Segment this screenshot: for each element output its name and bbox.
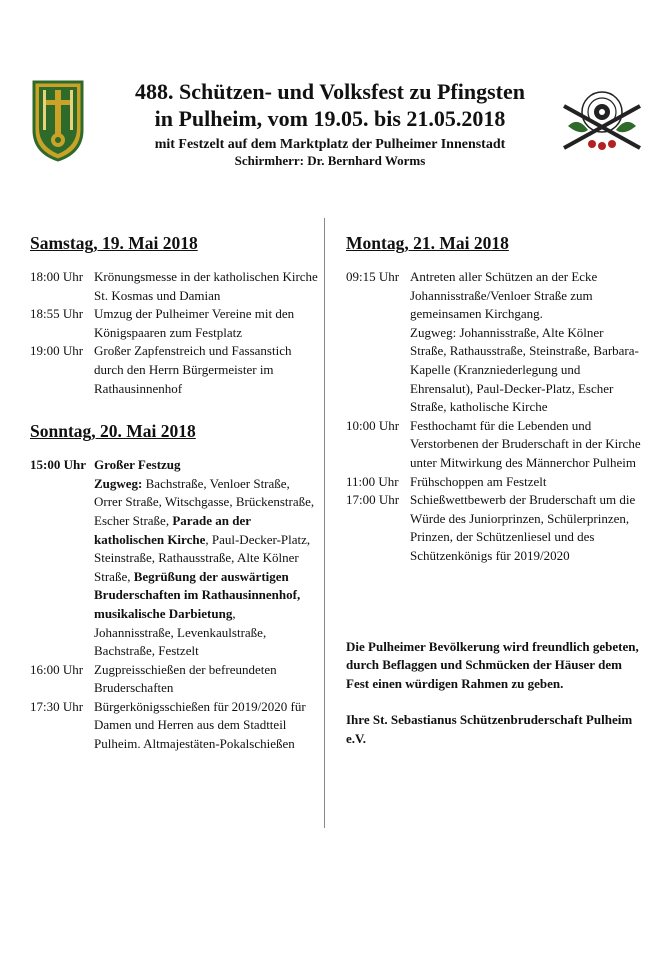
- parade-description: [94, 456, 318, 661]
- event-text: Großer Zapfenstreich und Fassanstich durch den Herrn Bürgermeister im Rathausinnenhof: [94, 343, 292, 396]
- subtitle: mit Festzelt auf dem Marktplatz der Pulheimer Innenstadt: [154, 137, 506, 152]
- left-column: [30, 232, 318, 754]
- assembly-route: Zugweg: Johannisstraße, Alte Kölner Straße, Rathausstraße, Steinstraße, Barbara-Kapelle (Kranzniederlegung und Ehrensalut), Paul-Decker-Platz, Escher Straße, katholische Kirche: [410, 324, 639, 415]
- event-row: [30, 305, 318, 342]
- assembly-description: [410, 268, 642, 417]
- event-row: [30, 268, 318, 305]
- event-text: Krönungsmesse in der katholischen Kirche St. Kosmas und Damian: [94, 269, 318, 303]
- title-line-2: in Pulheim, vom 19.05. bis 21.05.2018: [154, 106, 506, 131]
- monday-heading: Montag, 21. Mai 2018: [346, 233, 509, 253]
- saturday-heading: Samstag, 19. Mai 2018: [30, 233, 198, 253]
- event-time: 18:00 Uhr: [30, 269, 84, 284]
- event-row: [30, 342, 318, 398]
- crossed-rifles-target-icon: [558, 86, 646, 158]
- event-row: [346, 491, 642, 565]
- title-line-1: 488. Schützen- und Volksfest zu Pfingsten: [135, 79, 525, 104]
- event-time: 09:15 Uhr: [346, 269, 400, 284]
- right-column: [346, 232, 642, 748]
- event-time: 11:00 Uhr: [346, 473, 399, 489]
- event-row: [346, 417, 642, 473]
- event-row: [30, 661, 318, 698]
- route-part-3: , Johannisstraße, Levenkaulstraße, Bachstraße, Festzelt: [94, 605, 267, 659]
- event-time: 18:55 Uhr: [30, 306, 84, 322]
- parade-row: [30, 456, 318, 661]
- assembly-text: Antreten aller Schützen an der Ecke Johannisstraße/Venloer Straße zum gemeinsamen Kirchgang.: [410, 269, 598, 322]
- event-row: [346, 268, 642, 417]
- event-time: 16:00 Uhr: [30, 661, 84, 677]
- event-text: Frühschoppen am Festzelt: [410, 473, 547, 489]
- route-part-2: , Paul-Decker-Platz, Steinstraße, Rathausstraße, Alte Kölner Straße,: [94, 531, 311, 584]
- event-text: Umzug der Pulheimer Vereine mit den Königspaaren zum Festplatz: [94, 306, 295, 340]
- event-text: Festhochamt für die Lebenden und Verstorbenen der Bruderschaft in der Kirche unter Mitwirkung des Männerchor Pulheim: [410, 417, 641, 470]
- route-part-1: Bachstraße, Venloer Straße, Orrer Straße, Witschgasse, Brückenstraße, Escher Straße,: [94, 475, 315, 528]
- parade-highlight: Parade an der katholischen Kirche: [94, 512, 251, 547]
- event-text: Bürgerkönigsschießen für 2019/2020 für Damen und Herren aus dem Stadtteil Pulheim. Altmajestäten-Pokalschießen: [94, 698, 306, 752]
- event-row: [346, 473, 642, 492]
- event-text: Zugpreisschießen der befreundeten Bruderschaften: [94, 661, 277, 696]
- page-header: [0, 0, 662, 200]
- event-time: 15:00 Uhr: [30, 457, 86, 473]
- sunday-heading: Sonntag, 20. Mai 2018: [30, 421, 196, 442]
- closing-appeal: Die Pulheimer Bevölkerung wird freundlich gebeten, durch Beflaggen und Schmücken der Häuser dem Fest einen würdigen Rahmen zu geben.: [346, 638, 639, 691]
- event-time: 17:00 Uhr: [346, 492, 400, 508]
- welcome-highlight: Begrüßung der auswärtigen Bruderschaften im Rathausinnenhof, musikalische Darbietung: [94, 568, 301, 621]
- event-time: 17:30 Uhr: [30, 698, 84, 714]
- brotherhood-crest-icon: [30, 78, 86, 162]
- patron-line: Schirmherr: Dr. Bernhard Worms: [234, 153, 426, 168]
- closing-signature: Ihre St. Sebastianus Schützenbruderschaft Pulheim e.V.: [346, 712, 633, 746]
- column-divider: [324, 218, 325, 828]
- parade-title: Großer Festzug: [94, 457, 181, 473]
- event-time: 19:00 Uhr: [30, 343, 84, 359]
- event-text: Schießwettbewerb der Bruderschaft um die Würde des Juniorprinzen, Schülerprinzen, Prinzen, der Schützenliesel und des Schützenkönigs für 2019/2020: [410, 492, 636, 563]
- event-row: [30, 698, 318, 754]
- event-time: 10:00 Uhr: [346, 417, 400, 433]
- route-label: Zugweg:: [94, 475, 143, 491]
